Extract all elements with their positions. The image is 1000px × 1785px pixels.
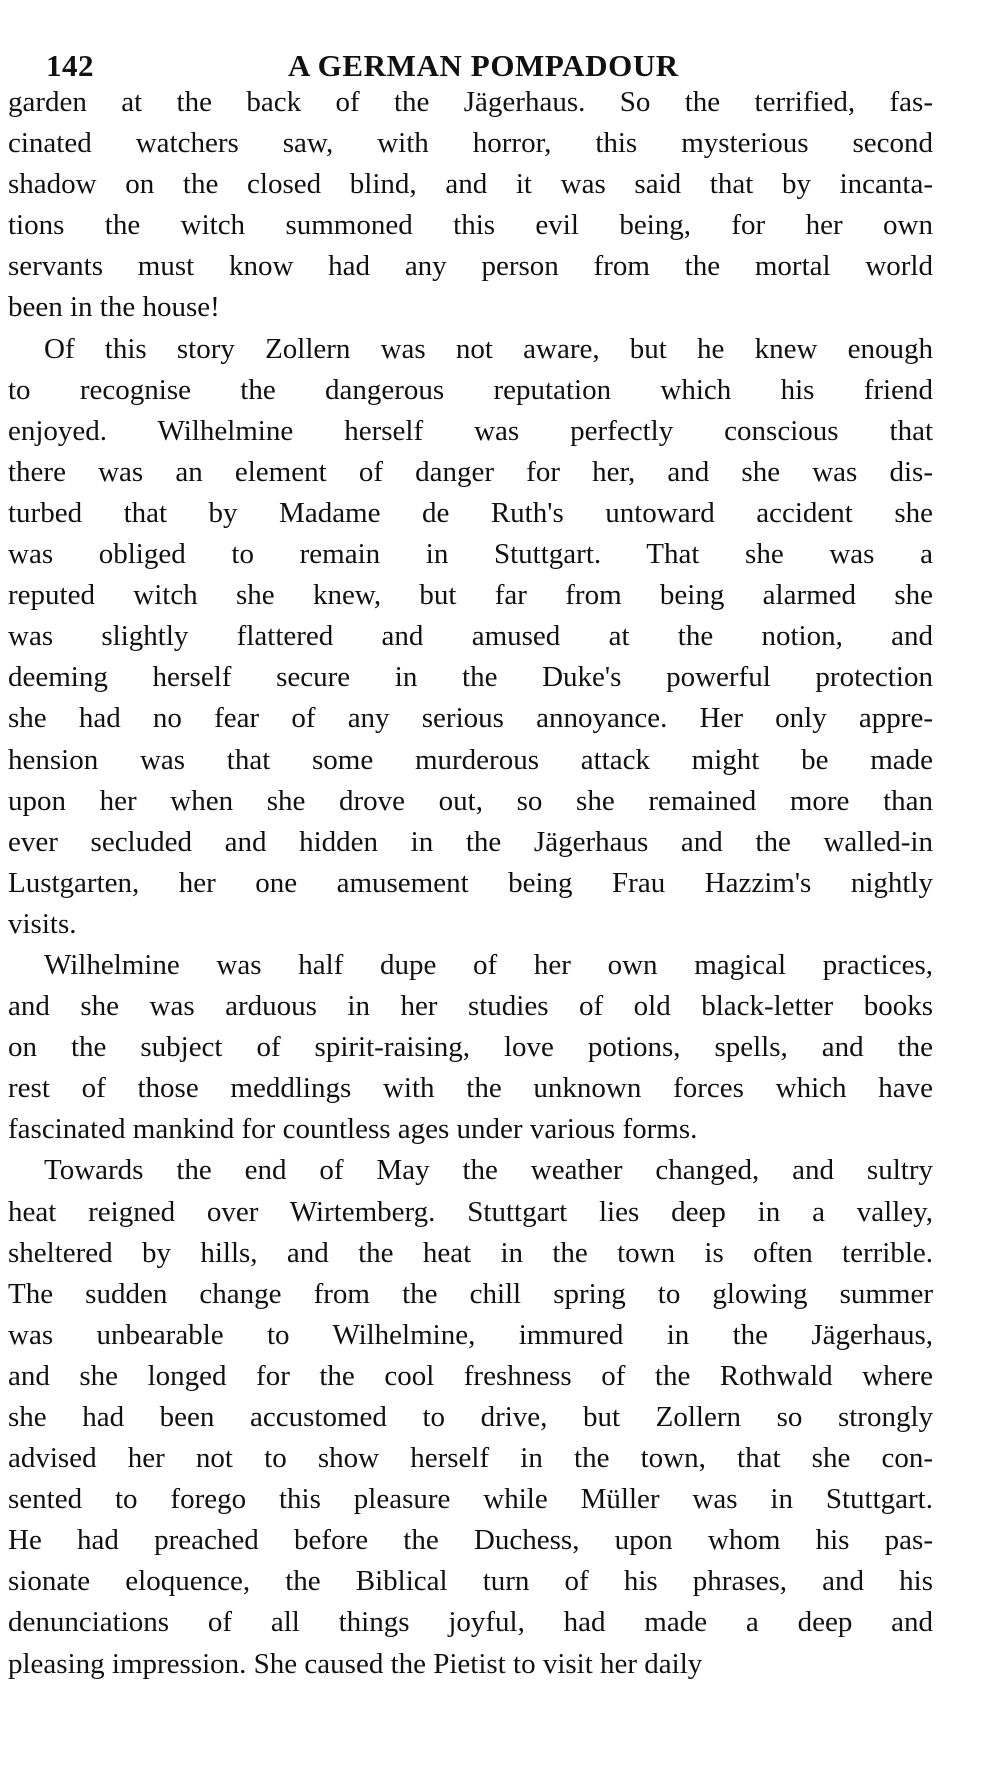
text-line: she had been accustomed to drive, but Zollern so strongly: [8, 1401, 933, 1433]
paragraph: [8, 945, 933, 1150]
text-line: turbed that by Madame de Ruth's untoward accident she: [8, 496, 933, 529]
text-line: and she was arduous in her studies of old black-letter books: [8, 990, 933, 1023]
text-line: fascinated mankind for countless ages under various forms.: [8, 1113, 698, 1146]
text-line: Of this story Zollern was not aware, but he knew enough: [44, 332, 933, 365]
text-line: hension was that some murderous attack might be made: [8, 743, 933, 776]
text-line: servants must know had any person from the mortal world: [8, 250, 933, 283]
text-line: to recognise the dangerous reputation which his friend: [8, 373, 933, 406]
text-line: He had preached before the Duchess, upon whom his pas-: [8, 1524, 933, 1557]
text-line: sheltered by hills, and the heat in the town is often terrible.: [8, 1236, 933, 1269]
text-line: Wilhelmine was half dupe of her own magical practices,: [44, 948, 933, 981]
book-title: A GERMAN POMPADOUR: [288, 48, 679, 83]
text-line: visits.: [8, 907, 77, 940]
text-line: was obliged to remain in Stuttgart. That she was a: [8, 538, 933, 571]
text-line: on the subject of spirit-raising, love potions, spells, and the: [8, 1031, 933, 1064]
text-line: pleasing impression. She caused the Pietist to visit her daily: [8, 1647, 703, 1680]
paragraph: [8, 82, 933, 329]
text-line: ever secluded and hidden in the Jägerhaus and the walled-in: [8, 825, 933, 858]
text-line: enjoyed. Wilhelmine herself was perfectly conscious that: [8, 414, 933, 447]
text-line: there was an element of danger for her, and she was dis-: [8, 455, 933, 488]
text-line: reputed witch she knew, but far from being alarmed she: [8, 579, 933, 612]
text-line: sionate eloquence, the Biblical turn of his phrases, and his: [8, 1565, 933, 1598]
text-line: was slightly flattered and amused at the notion, and: [8, 620, 933, 653]
text-line: she had no fear of any serious annoyance. Her only appre-: [8, 702, 933, 735]
text-line: deeming herself secure in the Duke's powerful protection: [8, 661, 933, 694]
text-line: The sudden change from the chill spring to glowing summer: [8, 1277, 933, 1310]
body-text: [8, 82, 933, 1685]
text-line: Towards the end of May the weather changed, and sultry: [44, 1154, 933, 1187]
text-line: tions the witch summoned this evil being, for her own: [8, 209, 933, 242]
paragraph: [8, 329, 933, 945]
text-line: garden at the back of the Jägerhaus. So the terrified, fas-: [8, 86, 933, 118]
text-line: heat reigned over Wirtemberg. Stuttgart lies deep in a valley,: [8, 1195, 933, 1228]
text-line: rest of those meddlings with the unknown forces which have: [8, 1072, 933, 1105]
text-line: denunciations of all things joyful, had made a deep and: [8, 1606, 933, 1639]
text-line: been in the house!: [8, 291, 220, 324]
paragraph: [8, 1150, 933, 1684]
text-line: shadow on the closed blind, and it was said that by incanta-: [8, 168, 933, 201]
text-line: advised her not to show herself in the town, that she con-: [8, 1442, 933, 1475]
text-line: Lustgarten, her one amusement being Frau Hazzim's nightly: [8, 866, 933, 899]
text-line: upon her when she drove out, so she remained more than: [8, 784, 933, 817]
text-line: was unbearable to Wilhelmine, immured in the Jägerhaus,: [8, 1318, 933, 1351]
text-line: sented to forego this pleasure while Müller was in Stuttgart.: [8, 1483, 933, 1516]
page-number: 142: [46, 48, 94, 83]
text-line: and she longed for the cool freshness of the Rothwald where: [8, 1359, 933, 1392]
text-line: cinated watchers saw, with horror, this mysterious second: [8, 127, 933, 160]
